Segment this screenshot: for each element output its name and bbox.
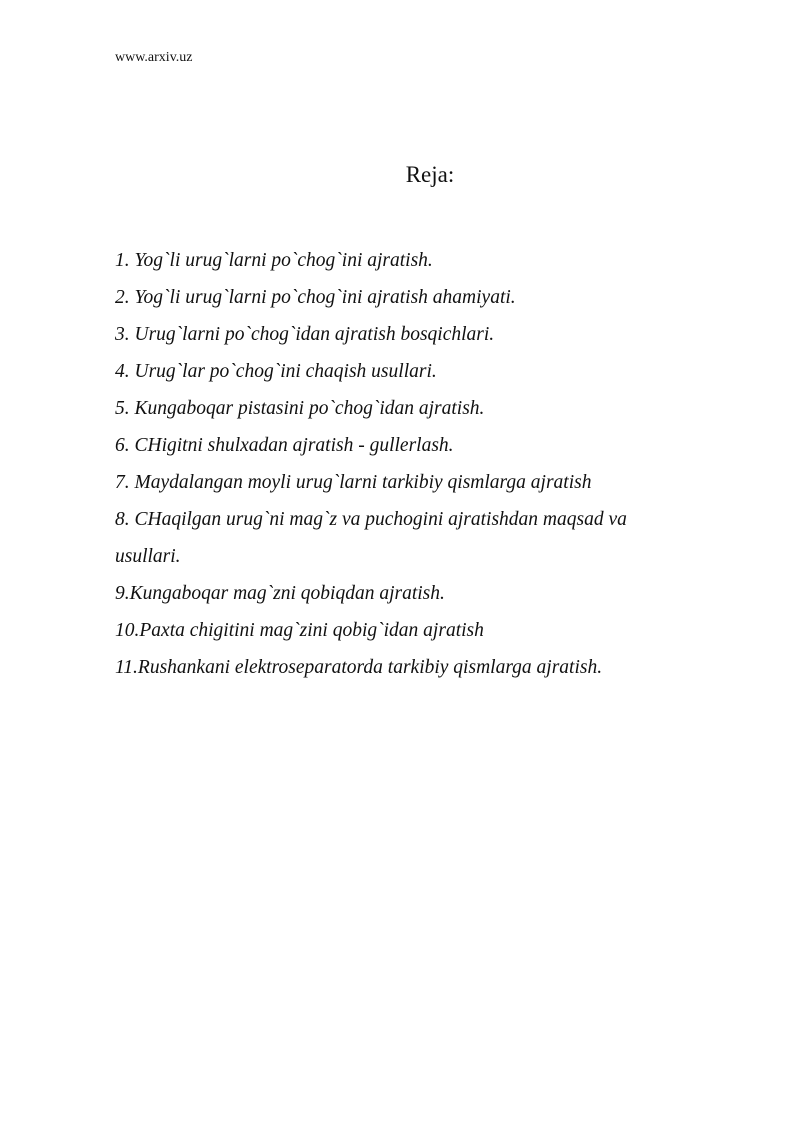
- plan-item: 1. Yog`li urug`larni po`chog`ini ajratish.: [115, 250, 433, 271]
- plan-item: 11.Rushankani elektroseparatorda tarkibiy qismlarga ajratish.: [115, 657, 603, 678]
- plan-item: 6. CHigitni shulxadan ajratish - gullerlash.: [115, 435, 454, 456]
- plan-item: 4. Urug`lar po`chog`ini chaqish usullari.: [115, 361, 437, 382]
- plan-item: 7. Maydalangan moyli urug`larni tarkibiy qismlarga ajratish: [115, 472, 592, 493]
- plan-item: 8. CHaqilgan urug`ni mag`z va puchogini ajratishdan maqsad va usullari.: [115, 509, 627, 567]
- plan-item: 10.Paxta chigitini mag`zini qobig`idan ajratish: [115, 620, 484, 641]
- plan-item: 3. Urug`larni po`chog`idan ajratish bosqichlari.: [115, 324, 495, 345]
- plan-list: [115, 242, 695, 686]
- page-title: Reja:: [405, 162, 455, 187]
- plan-item: 5. Kungaboqar pistasini po`chog`idan ajratish.: [115, 398, 485, 419]
- plan-item: 9.Kungaboqar mag`zni qobiqdan ajratish.: [115, 583, 445, 604]
- header-url: www.arxiv.uz: [115, 50, 193, 65]
- plan-item: 2. Yog`li urug`larni po`chog`ini ajratish ahamiyati.: [115, 287, 516, 308]
